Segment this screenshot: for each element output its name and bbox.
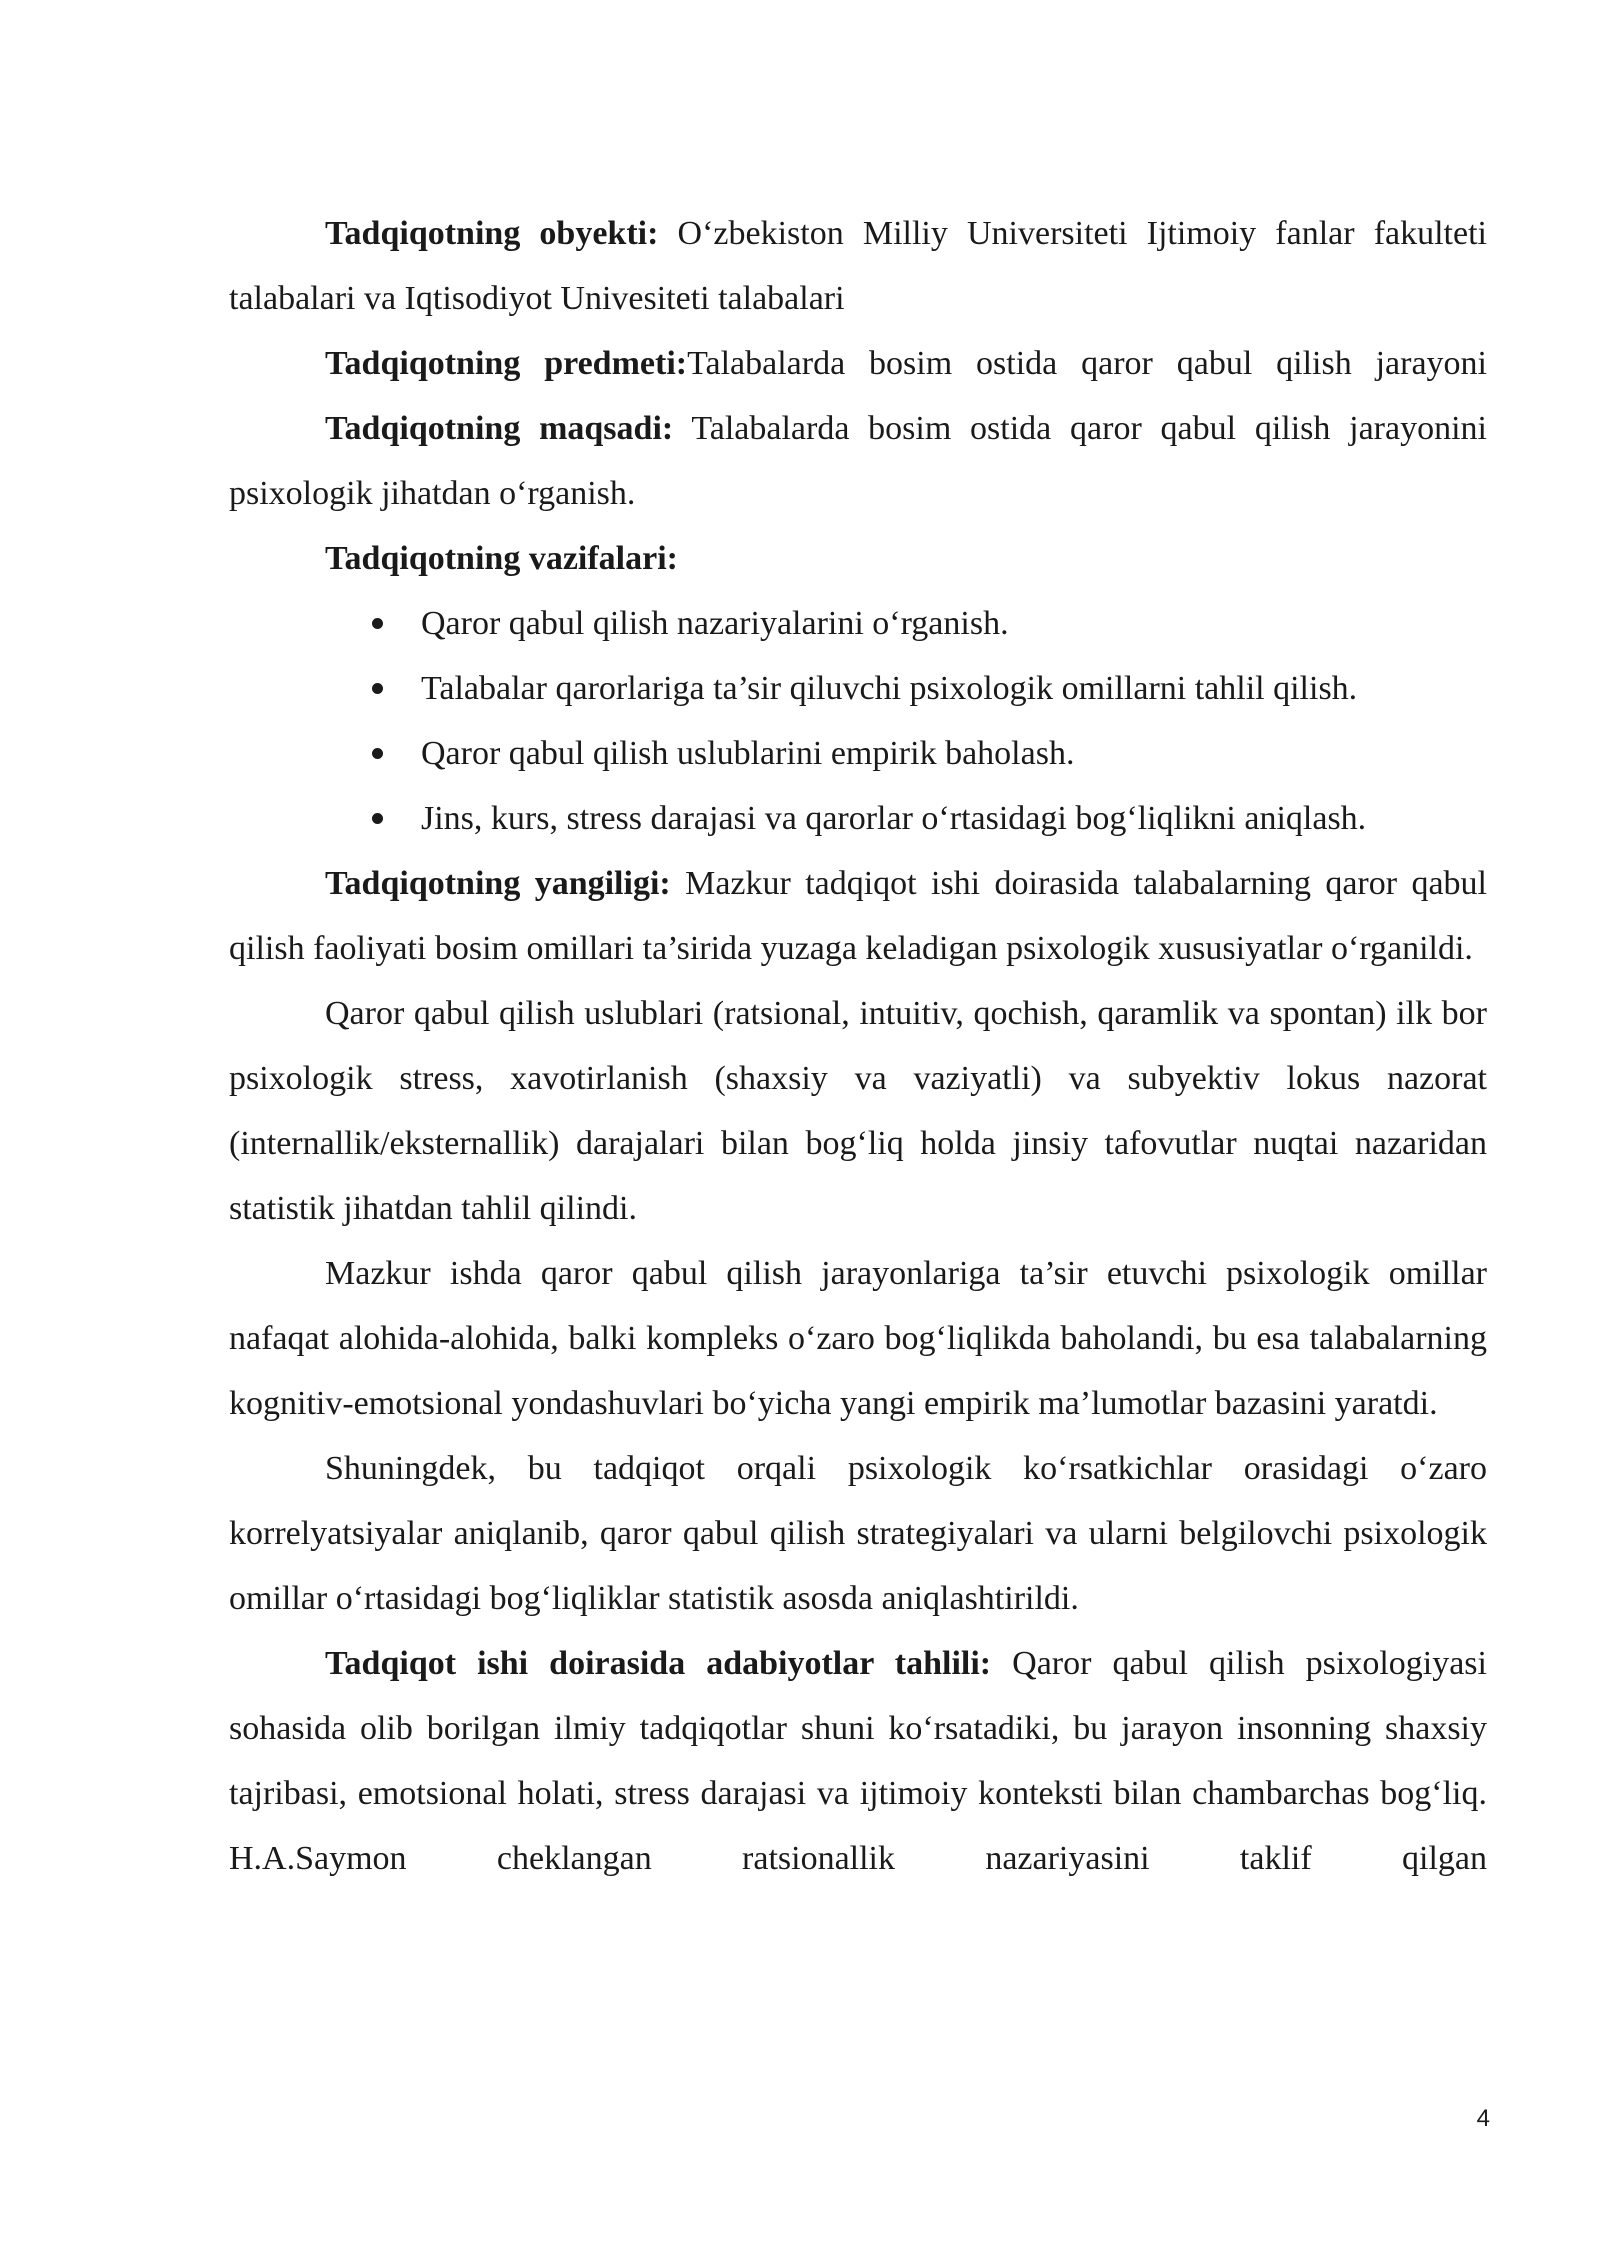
literature-review-text: Qaror qabul qilish psixologiyasi sohasida olib borilgan ilmiy tadqiqotlar shuni ko‘rsatadiki, bu jarayon insonning shaxsiy tajribasi, emotsional holati, stress darajasi va ijtimoiy konteksti bilan chambarchas bog‘liq. H.A.Saymon cheklangan ratsionallik nazariyasini taklif qilgan: [229, 1645, 1487, 1877]
research-tasks-label: Tadqiqotning vazifalari:: [325, 540, 678, 577]
research-goal-text: Talabalarda bosim ostida qaror qabul qilish jarayonini psixologik jihatdan o‘rganish.: [229, 410, 1487, 512]
research-subject-paragraph: [229, 331, 1487, 396]
bullet-icon: [372, 748, 383, 759]
list-item: [229, 721, 1487, 786]
task-text: Qaror qabul qilish nazariyalarini o‘rganish.: [421, 605, 1009, 642]
literature-review-label: Tadqiqot ishi doirasida adabiyotlar tahlili:: [325, 1645, 992, 1682]
list-item: [229, 591, 1487, 656]
body-paragraph: Shuningdek, bu tadqiqot orqali psixologik ko‘rsatkichlar orasidagi o‘zaro korrelyatsiyalar aniqlanib, qaror qabul qilish strategiyalari va ularni belgilovchi psixologik omillar o‘rtasidagi bog‘liqliklar statistik asosda aniqlashtirildi.: [229, 1450, 1487, 1617]
research-subject-text: Talabalarda bosim ostida qaror qabul qilish jarayoni: [687, 345, 1487, 382]
task-text: Jins, kurs, stress darajasi va qarorlar o‘rtasidagi bog‘liqlikni aniqlash.: [421, 800, 1367, 837]
research-object-text: O‘zbekiston Milliy Universiteti Ijtimoiy fanlar fakulteti talabalari va Iqtisodiyot Univesiteti talabalari: [229, 215, 1487, 317]
body-paragraph: Qaror qabul qilish uslublari (ratsional, intuitiv, qochish, qaramlik va spontan) ilk bor psixologik stress, xavotirlanish (shaxsiy va vaziyatli) va subyektiv lokus nazorat (internallik/eksternallik) darajalari bilan bog‘liq holda jinsiy tafovutlar nuqtai nazaridan statistik jihatdan tahlil qilindi.: [229, 995, 1487, 1227]
research-tasks-heading: [229, 526, 1487, 591]
task-text: Talabalar qarorlariga ta’sir qiluvchi psixologik omillarni tahlil qilish.: [421, 670, 1358, 707]
task-text: Qaror qabul qilish uslublarini empirik baholash.: [421, 735, 1075, 772]
research-novelty-text: Mazkur tadqiqot ishi doirasida talabalarning qaror qabul qilish faoliyati bosim omillari ta’sirida yuzaga keladigan psixologik xususiyatlar o‘rganildi.: [229, 865, 1487, 967]
research-novelty-paragraph: [229, 851, 1487, 981]
research-novelty-label: Tadqiqotning yangiligi:: [325, 865, 671, 902]
research-goal-label: Tadqiqotning maqsadi:: [325, 410, 674, 447]
literature-review-paragraph: [229, 1631, 1487, 1891]
research-subject-label: Tadqiqotning predmeti:: [325, 345, 688, 382]
research-goal-paragraph: [229, 396, 1487, 526]
research-object-label: Tadqiqotning obyekti:: [325, 215, 659, 252]
body-paragraph: Mazkur ishda qaror qabul qilish jarayonlariga ta’sir etuvchi psixologik omillar nafaqat alohida-alohida, balki kompleks o‘zaro bog‘liqlikda baholandi, bu esa talabalarning kognitiv-emotsional yondashuvlari bo‘yicha yangi empirik ma’lumotlar bazasini yaratdi.: [229, 1255, 1487, 1422]
bullet-icon: [372, 618, 383, 629]
research-object-paragraph: [229, 201, 1487, 331]
research-tasks-list: [229, 591, 1487, 851]
document-body: [229, 201, 1487, 1891]
bullet-icon: [372, 813, 383, 824]
list-item: [229, 786, 1487, 851]
list-item: [229, 656, 1487, 721]
bullet-icon: [372, 683, 383, 694]
page-number: 4: [1476, 2105, 1490, 2132]
